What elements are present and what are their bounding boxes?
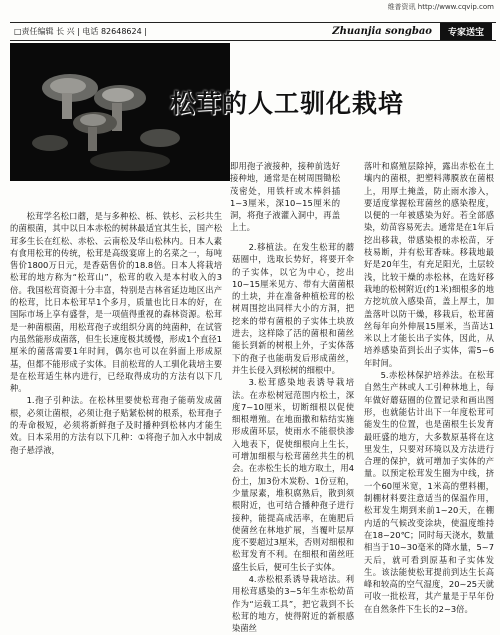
text-column-4	[364, 160, 494, 614]
column-name-badge: 专家送宝	[440, 23, 492, 40]
paragraph: 2.移植法。在发生松茸的蘑菇圈中，选取长势好，将要开伞的子实体，以它为中心，挖出10~15厘米见方、带有大菌菌根的土块，并在准备种植松茸的松树周围挖出同样大小的方洞，把挖来的带有菌根的子实体土块放进去，这样除了活的菌根和菌丝能长到新的树根上外，子实体落下的孢子也能萌发后形成菌丝，并生长侵入到松树的细根中。	[232, 242, 354, 375]
paragraph: 3.松茸感染地表诱导栽培法。在赤松树冠范围内松土，深度7~10厘米，切断细根以促使细根增殖。在地面撒和粘结实施形成菌环层，使雨水不能很快渗入地表下，促使细根向上生长，可增加细根与松茸菌丝共生的机会。在赤松生长的地方取土，用4份土，加3份木炭粉、1份豆粕，少量尿素，堆积腐熟后，散到须根附近，也可结合播种孢子进行接种，能提高成活率，在施肥后使菌丝在林地扩展，当覆叶层厚度不要超过3厘米，否则对细根和松茸发育不利。在细根和菌丝旺盛生长后，便可生长子实体。	[232, 377, 354, 572]
article-title: 松茸的人工驯化栽培	[170, 89, 405, 118]
paragraph: 落叶和腐殖层除掉，露出赤松在土壤内的菌根，把塑料薄膜放在菌根上，用厚土掩盖，防止雨水渗入，要适度掌握松茸菌丝的感染程度，以便的一年被感染为好。若全部感染，幼苗容易死去。通常是在1年后挖出移栽，带感染根的赤松苗，牙枝易断，并有松茸香味。移栽地最好是20年生，有充足阳光，土层较浅，比较干燥的赤松林，在选好移栽地的松树附近(约1米)细根多的地方挖坑放入感染苗，盖上厚土，加盖落叶以防干燥，移栽后，松茸菌丝每年向外伸展15厘米，当苗达1米以上才能长出子实体，因此，从培养感染苗到长出子实体，需5~6年时间。	[364, 161, 494, 368]
paragraph: 即用孢子液接种，接种前选好接种地，通常是在树周围锄松茂密处，用铁杆或木棒斜插1~3厘米，深10~15厘米的洞，将孢子液灌入洞中，再盖上土。	[230, 161, 340, 233]
text-column-3	[232, 241, 354, 634]
paragraph: 5.赤松林保护培养法。在松茸自然生产林或人工引种林地上，每年做好蘑菇圈的位置记录和画出图形，也就能估计出下一年度松茸可能发生的位置，也是菌根生长发育最旺盛的地方，大多数原基将在这里发生，只要对环境以及方法进行合理的保护，就可增加子实体的产量。以预定松茸发生圈为中线，挤一个60厘米宽，1米高的塑料棚，制棚材料要注意适当的保温作用，松茸发生期到来前1~20天，在棚内适的气候改变涂块，使温度维持在18~20℃；同时每天浇水，数量相当于10~30毫米的降水量，5~7天后，就可看到原基和子实体发生。该法能使松茸提前到达生长高峰和较高的空气湿度，20~25天就可收一批松茸，其产量是于早年份在自然条件下生长的2~3倍。	[364, 370, 494, 614]
watermark: 维普资讯 http://www.cqvip.com	[387, 3, 494, 11]
editor-info: □责任编辑 长 兴 | 电话 82648624 |	[14, 27, 147, 36]
paragraph: 4.赤松根系诱导栽培法。利用松茸感染的3~5年生赤松幼苗作为“运载工具”，把它栽到不长松茸的地方，使得附近的新根感染菌丝	[232, 574, 354, 634]
column-name-english: Zhuanjia songbao	[332, 26, 432, 37]
page-header	[10, 22, 496, 41]
text-column-1	[10, 210, 222, 565]
paragraph: 1.孢子引种法。在松林里要使松茸孢子能萌发成菌根，必须让菌根，必须让孢子贴紧松树的根系，松茸孢子的寿命极短，必须将新鲜孢子及时播种到松林内才能生效。日本采用的方法有以下几种：①将孢子加入水中制成孢子悬浮液，	[10, 395, 222, 455]
text-column-2	[230, 160, 340, 250]
paragraph: 松茸学名松口蘑，是与多种松、栎、铁杉、云杉共生的菌根菌，其中以日本赤松的树林最适宜其生长，国产松茸多生长在红松、赤松、云南松及华山松林内。日本人素有食用松茸的传统，松茸是高级宴席上的名菜之一，每吨售价1800万日元，是香菇售价的18.8倍。日本人将栽培松茸的地方称为“松茸山”，松茸的收入是本村收入的3倍。我国松茸资源十分丰富，特别是吉林省延边地区出产的松茸，比日本松茸早1个多月，质量也比日本的好，在国际市场上享有盛誉，是一项值得重视的森林资源。松茸是一种菌根菌，用松茸孢子或组织分离的纯菌种，在试管内虽然能形成菌落，但生长速度极其缓慢，形成1个直径1厘米的菌落需要1年时间，偶尔也可以在斜面上形成原基，但都不能形成子实体。目前松茸的人工驯化栽培主要是在松茸适生林内进行，已经取得成功的方法有以下几种。	[10, 211, 222, 394]
